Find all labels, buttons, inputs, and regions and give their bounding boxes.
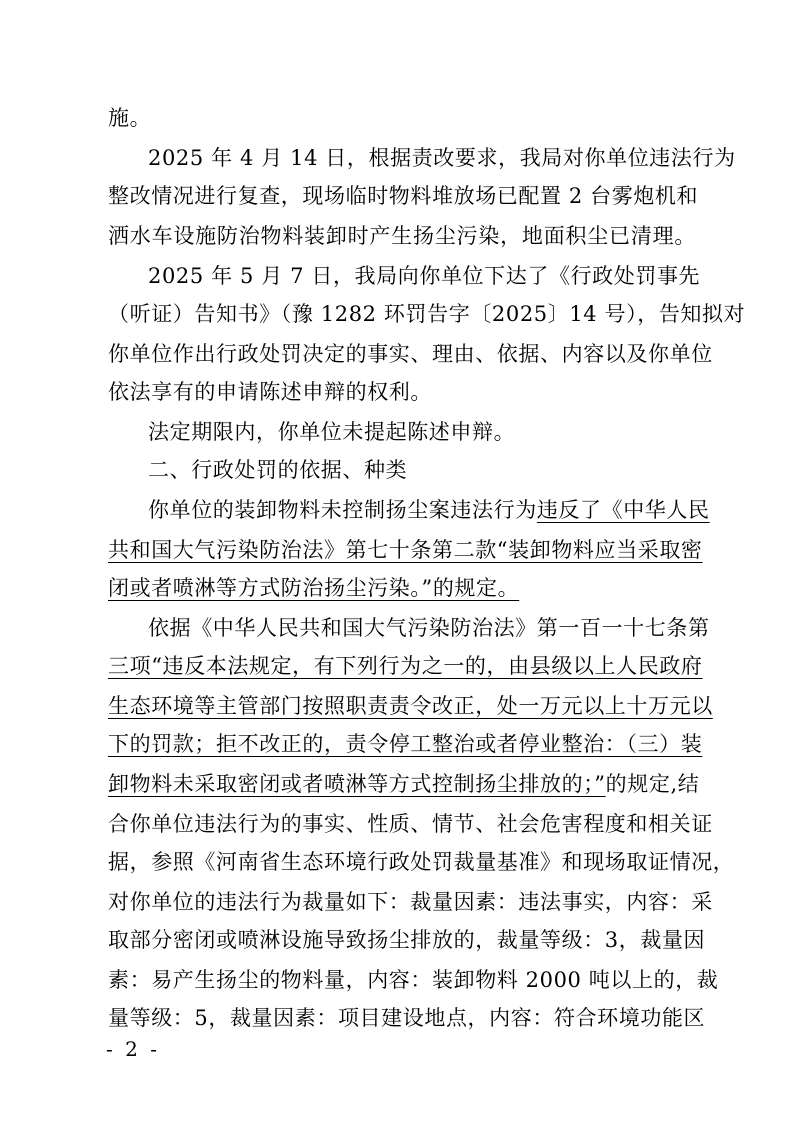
text-line: 取部分密闭或喷淋设施导致扬尘排放的，裁量等级：3，裁量因 [108,928,706,952]
underlined-text-line [108,568,696,608]
underlined-text-line: 下的罚款；拒不改正的，责令停工整治或者停业整治：（三）装 [108,732,703,756]
text-line: 施。 [108,106,152,130]
text-line: 合你单位违法行为的事实、性质、情节、社会危害程度和相关证 [108,812,713,836]
text-run: 你单位的装卸物料未控制扬尘案违法行为 [148,498,537,522]
text-line: 洒水车设施防治物料装卸时产生扬尘污染，地面积尘已清理。 [108,224,696,248]
text-line: 对你单位的违法行为裁量如下：裁量因素：违法事实，内容：采 [108,890,713,914]
text-line: 量等级：5，裁量因素：项目建设地点，内容：符合环境功能区 [108,1006,706,1030]
section-heading: 二、行政处罚的依据、种类 [148,458,408,482]
text-line: 依法享有的申请陈述申辩的权利。 [108,380,432,404]
underlined-text-line: 共和国大气污染防治法》第七十条第二款“装卸物料应当采取密 [108,538,703,562]
text-line: 素：易产生扬尘的物料量，内容：装卸物料 2000 吨以上的，裁 [108,968,719,992]
text-line: 法定期限内，你单位未提起陈述申辩。 [148,420,516,444]
text-line: 据，参照《河南省生态环境行政处罚裁量基准》和现场取证情况， [108,850,735,874]
page-number: - 2 - [106,1037,160,1061]
underlined-text: 违反了《中华人民 [536,498,710,522]
text-line [108,764,700,804]
underlined-text-line: 三项“违反本法规定，有下列行为之一的，由县级以上人民政府 [108,654,703,678]
text-run: 的规定,结 [605,772,700,796]
underlined-text-line: 生态环境等主管部门按照职责责令改正，处一万元以上十万元以 [108,694,713,718]
text-line: 依据《中华人民共和国大气污染防治法》第一百一十七条第 [148,616,710,640]
text-line: 2025 年 5 月 7 日，我局向你单位下达了《行政处罚事先 [148,264,701,288]
text-line: 整改情况进行复查，现场临时物料堆放场已配置 2 台雾炮机和 [108,184,699,208]
underlined-text: 卸物料未采取密闭或者喷淋等方式控制扬尘排放的；” [108,772,606,796]
text-line: 2025 年 4 月 14 日，根据责改要求，我局对你单位违法行为 [148,146,736,170]
text-line: 你单位作出行政处罚决定的事实、理由、依据、内容以及你单位 [108,342,713,366]
text-line: （听证）告知书》（豫 1282 环罚告字〔2025〕14 号），告知拟对 [108,302,746,326]
text-line [148,490,710,530]
underlined-text: 闭或者喷淋等方式防治扬尘污染。”的规定。 [108,576,520,600]
